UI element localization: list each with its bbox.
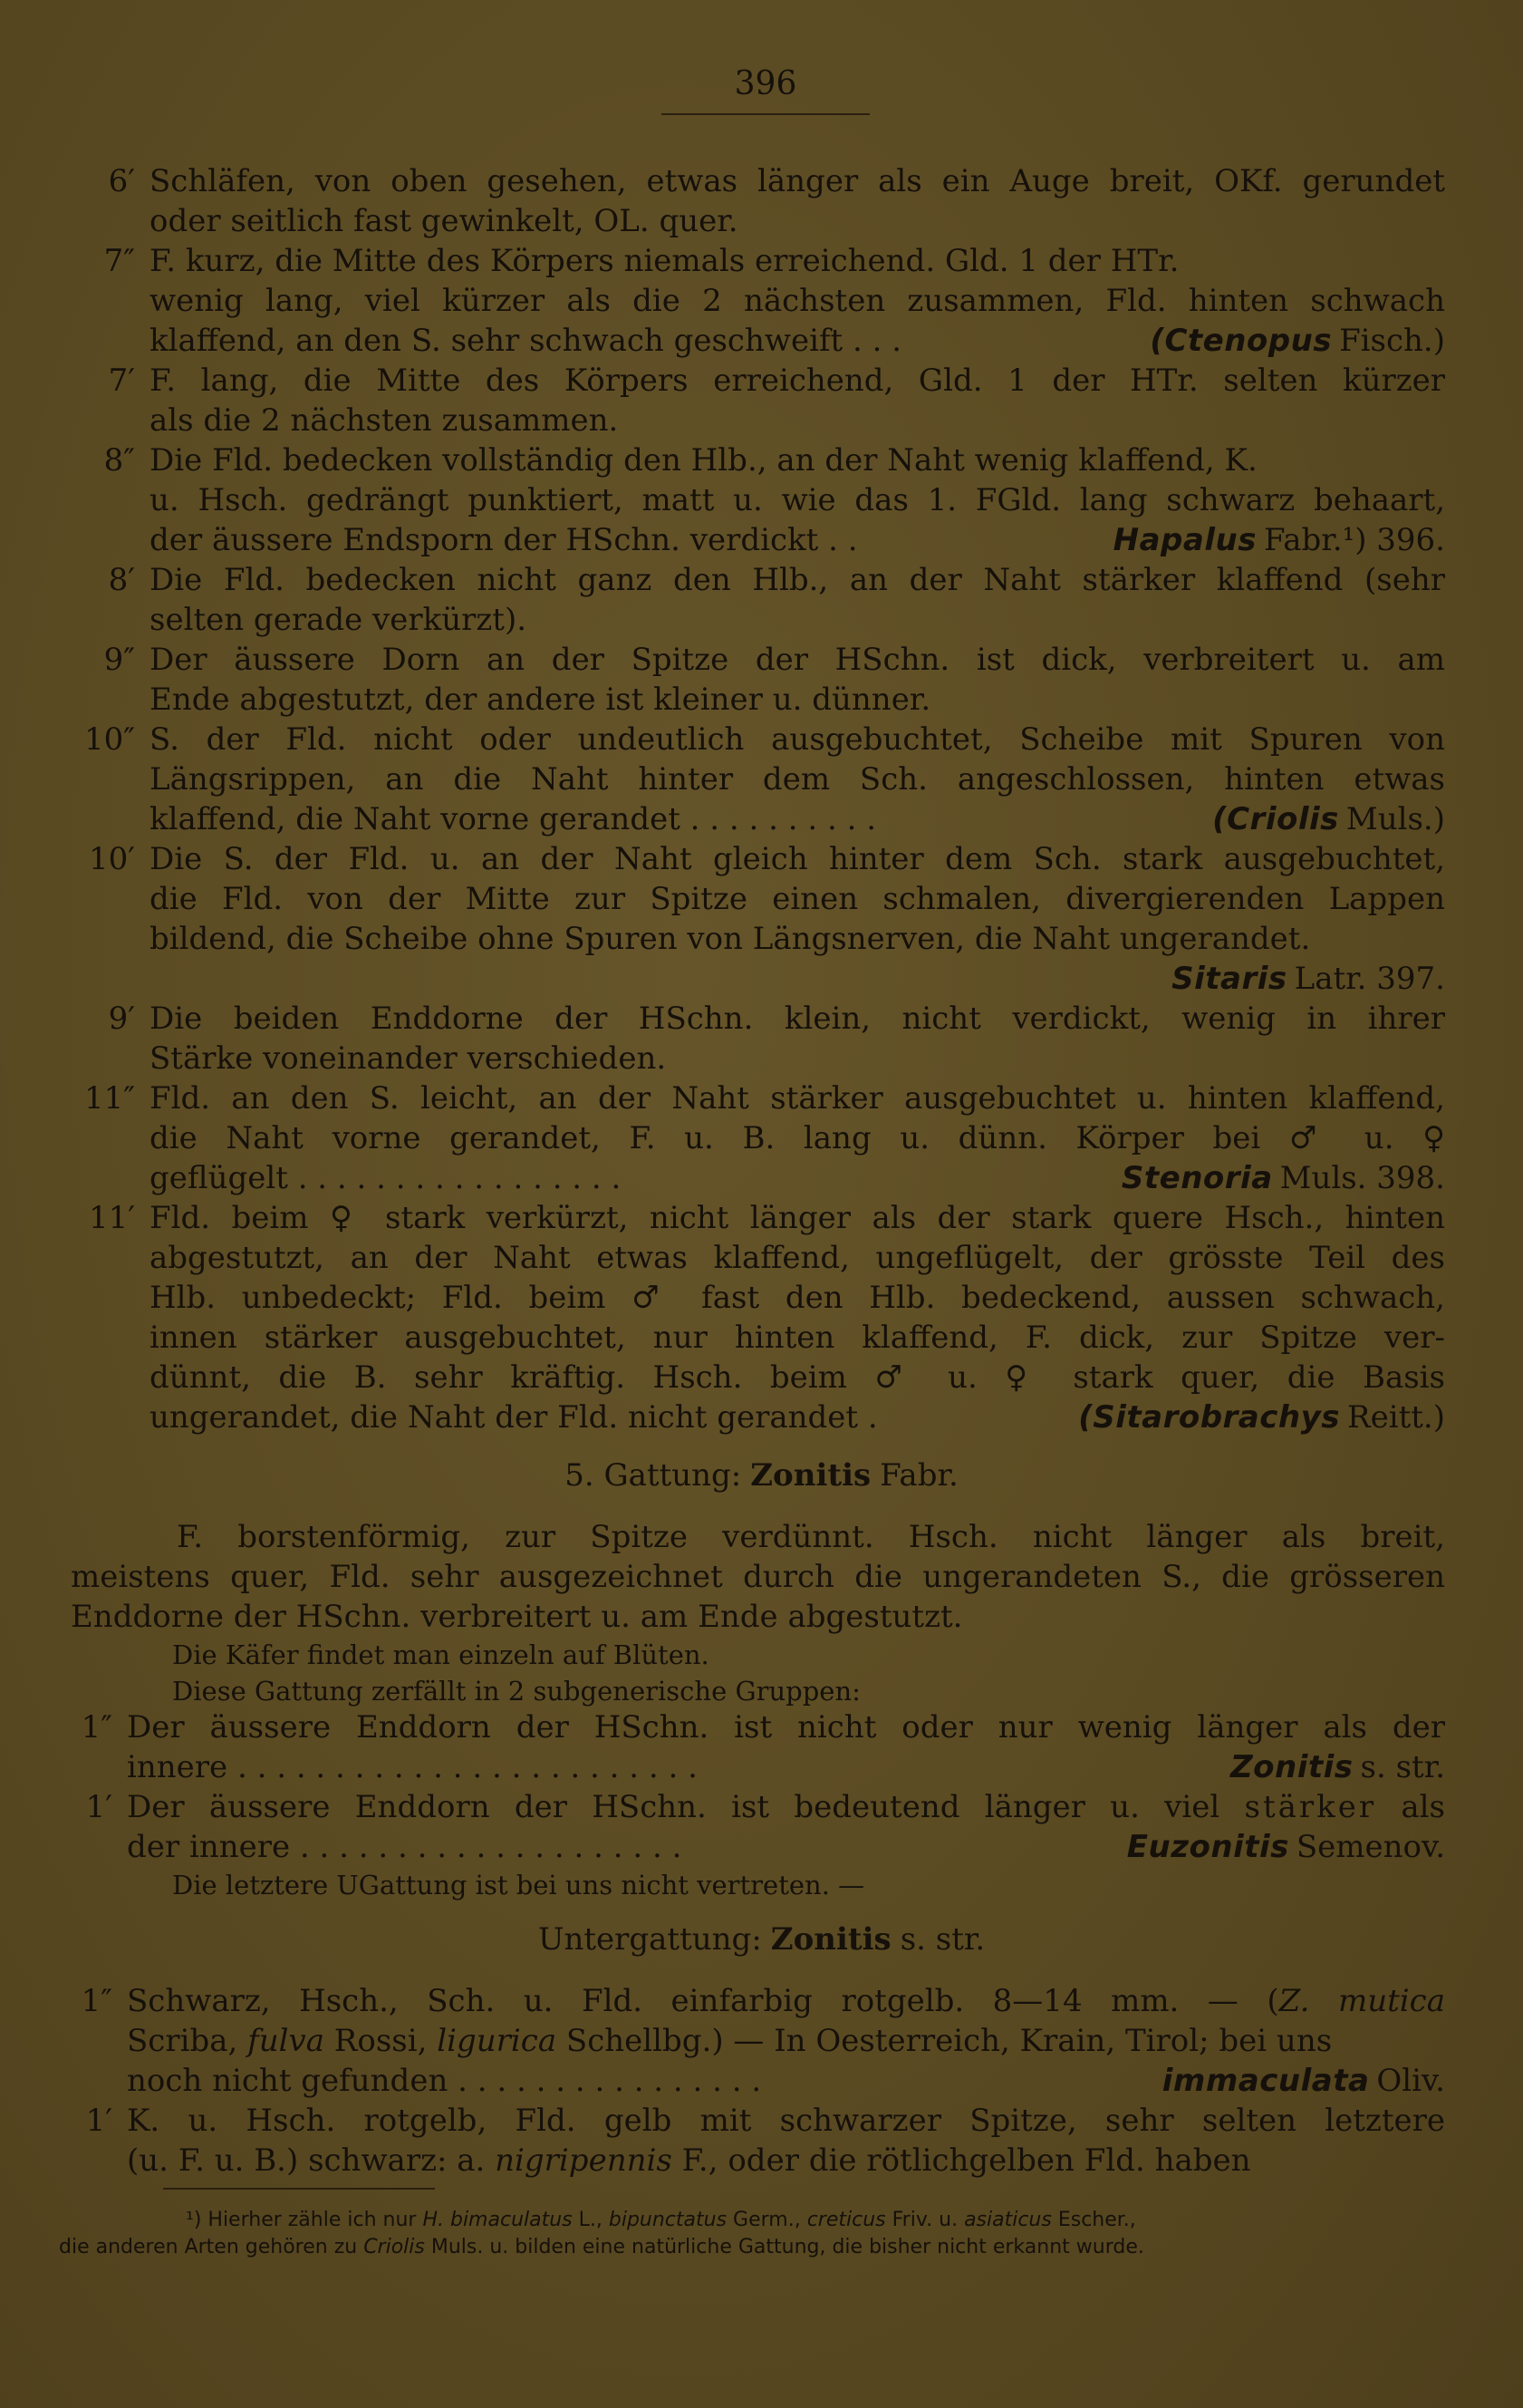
key-line — [0, 759, 1523, 799]
genus-name: Euzonitis — [1126, 1829, 1289, 1865]
heading-prefix: 5. Gattung: — [564, 1457, 742, 1494]
line-text — [149, 799, 1445, 839]
key-line — [0, 919, 1523, 959]
description-line — [0, 1517, 1523, 1557]
key-line — [0, 1278, 1523, 1318]
text-run — [149, 881, 1445, 917]
text-segment: noch nicht gefunden . . . . . . . . . . . . . . . . — [127, 2063, 762, 2099]
text-run — [149, 241, 1179, 281]
line-text — [149, 1039, 1445, 1078]
text-run — [172, 1867, 864, 1903]
key-line — [0, 241, 1523, 281]
line-text — [149, 161, 1445, 201]
text-run — [127, 2141, 1251, 2181]
text-segment: Die Fld. bedecken vollständig den Hlb., an der Naht wenig klaffend, K. — [149, 442, 1258, 479]
text-segment: Der äussere Dorn an der Spitze der HSchn. ist dick, verbreitert u. am — [149, 642, 1445, 678]
line-text — [149, 680, 1445, 720]
text-run — [127, 1789, 1445, 1825]
genus-entry — [1150, 321, 1445, 361]
heading-prefix: Untergattung: — [537, 1921, 762, 1958]
text-segment: Schellbg.) — In Oesterreich, Krain, Tirol; bei uns — [556, 2023, 1333, 2059]
line-text — [149, 241, 1445, 281]
text-segment: Der äussere Enddorn der HSchn. ist bedeutend länger u. viel — [127, 1789, 1245, 1825]
section-heading — [0, 1455, 1523, 1495]
key-couplet-number: 1′ — [85, 2103, 112, 2139]
genus-entry — [1127, 1827, 1445, 1867]
text-segment: wenig lang, viel kürzer als die 2 nächsten zusammen, Fld. hinten schwach — [149, 283, 1445, 319]
line-text — [149, 999, 1445, 1039]
genus-entry — [1162, 2061, 1445, 2101]
species-name: bipunctatus — [608, 2209, 728, 2231]
line-text — [127, 2141, 1445, 2181]
key-line — [0, 999, 1523, 1039]
genus-entry — [1122, 1158, 1445, 1198]
species-name: creticus — [806, 2209, 886, 2231]
text-segment: Scriba, — [127, 2023, 248, 2059]
footnote-line — [0, 2208, 1523, 2233]
key-line — [0, 361, 1523, 401]
line-text — [149, 1078, 1445, 1118]
text-run — [149, 201, 738, 241]
heading-genus: Zonitis — [750, 1457, 872, 1494]
line-text — [149, 720, 1445, 759]
text-run — [127, 1983, 1445, 2019]
genus-name: Stenoria — [1121, 1160, 1273, 1196]
key-couplet-number: 1″ — [81, 1983, 112, 2019]
key-line — [0, 1787, 1523, 1827]
genus-name: Sitaris — [1171, 961, 1287, 997]
text-segment: K. u. Hsch. rotgelb, Fld. gelb mit schwarzer Spitze, sehr selten letztere — [127, 2103, 1445, 2139]
genus-author: s. str. — [1360, 1749, 1445, 1785]
line-text — [127, 1707, 1445, 1747]
genus-name: (Ctenopus — [1150, 323, 1333, 359]
line-text — [149, 640, 1445, 680]
text-segment: Schläfen, von oben gesehen, etwas länger als ein Auge breit, OKf. gerundet — [149, 163, 1445, 199]
note-line — [0, 1637, 1523, 1673]
text-segment: klaffend, an den S. sehr schwach geschweift . . . — [149, 323, 902, 359]
genus-name: Zonitis — [1229, 1749, 1354, 1785]
line-text — [172, 1637, 709, 1673]
text-segment: selten gerade verkürzt). — [149, 602, 527, 638]
line-text — [149, 839, 1445, 879]
text-segment: Stärke voneinander verschieden. — [149, 1040, 667, 1077]
key-line — [0, 600, 1523, 640]
key-line — [0, 640, 1523, 680]
text-segment: Fld. beim ♀ stark verkürzt, nicht länger als der stark quere Hsch., hinten — [149, 1200, 1445, 1236]
text-segment: F. kurz, die Mitte des Körpers niemals erreichend. Gld. 1 der HTr. — [149, 243, 1180, 279]
genus-name: (Sitarobrachys — [1078, 1399, 1340, 1436]
genus-entry — [1078, 1397, 1445, 1437]
description-line — [0, 1557, 1523, 1597]
line-text — [149, 201, 1445, 241]
text-run — [149, 1120, 1445, 1156]
text-segment: klaffend, die Naht vorne gerandet . . . . . . . . . . — [149, 801, 877, 837]
key-line — [0, 321, 1523, 361]
heading-author: Fabr. — [880, 1457, 959, 1494]
line-text — [149, 1238, 1445, 1278]
text-segment: Friv. u. — [885, 2209, 965, 2231]
key-line — [0, 480, 1523, 520]
key-line — [0, 1747, 1523, 1787]
text-segment: Längsrippen, an die Naht hinter dem Sch. angeschlossen, hinten etwas — [149, 761, 1445, 798]
species-name: nigripennis — [495, 2142, 672, 2179]
key-line — [0, 2061, 1523, 2101]
text-run — [149, 1200, 1445, 1236]
text-run — [127, 2103, 1445, 2139]
text-segment: u. Hsch. gedrängt punktiert, matt u. wie das 1. FGld. lang schwarz behaart, — [149, 482, 1445, 518]
text-run — [149, 321, 901, 361]
genus-name: Hapalus — [1113, 522, 1257, 558]
text-segment: Die S. der Fld. u. an der Naht gleich hinter dem Sch. stark ausgebuchtet, — [149, 841, 1445, 877]
key-line — [0, 680, 1523, 720]
line-text — [149, 321, 1445, 361]
line-text — [149, 480, 1445, 520]
text-segment: S. der Fld. nicht oder undeutlich ausgebuchtet, Scheibe mit Spuren von — [149, 721, 1445, 758]
line-text — [127, 2021, 1445, 2061]
spaced-emphasis: stärker — [1244, 1789, 1377, 1825]
line-text — [149, 440, 1445, 480]
text-segment: oder seitlich fast gewinkelt, OL. quer. — [149, 203, 738, 239]
text-run — [149, 1397, 878, 1437]
text-run — [149, 1280, 1445, 1316]
key-couplet-number: 6′ — [108, 163, 135, 199]
text-segment: Schwarz, Hsch., Sch. u. Fld. einfarbig rotgelb. 8—14 mm. — ( — [127, 1983, 1279, 2019]
key-line — [0, 201, 1523, 241]
species-name: Criolis — [363, 2236, 425, 2258]
line-text — [149, 1358, 1445, 1397]
line-text — [127, 2061, 1445, 2101]
text-run — [127, 1747, 698, 1787]
key-line — [0, 161, 1523, 201]
text-segment: bildend, die Scheibe ohne Spuren von Längsnerven, die Naht ungerandet. — [149, 921, 1311, 957]
genus-author: Fabr.¹) 396. — [1263, 522, 1445, 558]
text-run — [127, 2061, 761, 2101]
genus-author: Reitt.) — [1347, 1399, 1445, 1436]
text-segment: Rossi, — [323, 2023, 438, 2059]
line-text — [186, 2208, 1136, 2233]
key-couplet-number: 10′ — [89, 841, 135, 877]
note-line — [0, 1867, 1523, 1903]
text-run — [149, 1240, 1445, 1276]
key-couplet-number: 1′ — [85, 1789, 112, 1825]
page-number-rule — [661, 113, 870, 115]
line-text — [59, 2235, 1144, 2260]
key-couplet-number: 7″ — [103, 243, 135, 279]
text-segment: Die Käfer findet man einzeln auf Blüten. — [172, 1639, 709, 1670]
text-run — [149, 1001, 1445, 1037]
text-run — [59, 2235, 1144, 2260]
key-line — [0, 2141, 1523, 2181]
key-line — [0, 2101, 1523, 2141]
line-text — [149, 1198, 1445, 1238]
species-name: ligurica — [437, 2023, 557, 2059]
line-text — [149, 759, 1445, 799]
note-line — [0, 1673, 1523, 1709]
key-line — [0, 1158, 1523, 1198]
genus-author: Muls.) — [1345, 801, 1445, 837]
text-segment: Escher., — [1051, 2209, 1136, 2231]
line-text — [149, 401, 1445, 440]
text-segment: Die Fld. bedecken nicht ganz den Hlb., an der Naht stärker klaffend (sehr — [149, 562, 1445, 598]
line-text — [172, 1867, 864, 1903]
key-line — [0, 281, 1523, 321]
key-line — [0, 1358, 1523, 1397]
key-line — [0, 560, 1523, 600]
key-line — [0, 1078, 1523, 1118]
text-run — [149, 680, 930, 720]
text-run — [149, 1158, 621, 1198]
key-line — [0, 799, 1523, 839]
key-line — [0, 720, 1523, 759]
text-segment: die Naht vorne gerandet, F. u. B. lang u. dünn. Körper bei ♂ u. ♀ — [149, 1120, 1445, 1156]
genus-name: (Criolis — [1212, 801, 1339, 837]
species-name: asiaticus — [964, 2209, 1052, 2231]
text-segment: als — [1376, 1789, 1445, 1825]
line-text — [149, 919, 1445, 959]
description-line — [0, 1597, 1523, 1637]
genus-entry — [1230, 1747, 1445, 1787]
line-text — [71, 1557, 1445, 1597]
text-run — [149, 440, 1258, 480]
line-text — [149, 600, 1445, 640]
key-line — [0, 1238, 1523, 1278]
line-text — [149, 281, 1445, 321]
page-number: 396 — [734, 65, 797, 102]
text-segment: (u. F. u. B.) schwarz: a. — [127, 2142, 496, 2179]
subsection-heading — [0, 1920, 1523, 1959]
text-segment: der innere . . . . . . . . . . . . . . . . . . . . — [127, 1829, 682, 1865]
text-segment: F. lang, die Mitte des Körpers erreichend, Gld. 1 der HTr. selten kürzer — [149, 363, 1445, 399]
text-segment: innere . . . . . . . . . . . . . . . . . . . . . . . . — [127, 1749, 698, 1785]
line-text — [149, 1158, 1445, 1198]
line-text — [71, 1597, 1445, 1637]
text-run — [149, 761, 1445, 798]
text-segment: Germ., — [727, 2209, 807, 2231]
key-couplet-number: 8″ — [103, 442, 135, 479]
species-name: H. bimaculatus — [422, 2209, 573, 2231]
line-text — [172, 1673, 861, 1709]
footnote-rule — [163, 2188, 435, 2190]
line-text — [127, 1827, 1445, 1867]
text-segment: der äussere Endsporn der HSchn. verdickt . . — [149, 522, 858, 558]
text-run — [149, 520, 858, 560]
genus-entry — [1212, 799, 1445, 839]
text-run — [149, 163, 1445, 199]
text-segment: dünnt, die B. sehr kräftig. Hsch. beim ♂ u. ♀ stark quer, die Basis — [149, 1359, 1445, 1396]
text-run — [149, 841, 1445, 877]
key-line — [0, 1827, 1523, 1867]
text-run — [149, 799, 876, 839]
text-run — [149, 401, 618, 440]
text-run — [172, 1673, 861, 1709]
line-text — [149, 1318, 1445, 1358]
text-run — [149, 600, 526, 640]
text-segment: F. borstenförmig, zur Spitze verdünnt. Hsch. nicht länger als breit, — [177, 1519, 1445, 1555]
key-couplet-number: 8′ — [108, 562, 135, 598]
line-text — [127, 1747, 1445, 1787]
key-line — [0, 1397, 1523, 1437]
key-line — [0, 1707, 1523, 1747]
key-couplet-number: 11′ — [89, 1200, 135, 1236]
text-segment: Ende abgestutzt, der andere ist kleiner u. dünner. — [149, 682, 931, 718]
line-text — [149, 560, 1445, 600]
text-run — [149, 1320, 1445, 1356]
genus-author: Oliv. — [1376, 2063, 1445, 2099]
line-text — [149, 1118, 1445, 1158]
line-text — [149, 520, 1445, 560]
text-run — [149, 919, 1310, 959]
text-segment: innen stärker ausgebuchtet, nur hinten klaffend, F. dick, zur Spitze ver- — [149, 1320, 1445, 1356]
species-name: Z. mutica — [1278, 1983, 1445, 2019]
line-text — [149, 879, 1445, 919]
genus-author: Latr. 397. — [1294, 961, 1445, 997]
line-text — [127, 1981, 1445, 2021]
text-segment: Die beiden Enddorne der HSchn. klein, nicht verdickt, wenig in ihrer — [149, 1001, 1445, 1037]
text-segment: Der äussere Enddorn der HSchn. ist nicht oder nur wenig länger als der — [127, 1709, 1445, 1746]
key-line — [0, 401, 1523, 440]
key-line — [0, 520, 1523, 560]
text-run — [71, 1597, 962, 1637]
text-segment: Diese Gattung zerfällt in 2 subgenerische Gruppen: — [172, 1676, 861, 1707]
text-run — [71, 1559, 1445, 1595]
heading-genus: Zonitis — [770, 1921, 892, 1958]
text-segment: Enddorne der HSchn. verbreitert u. am Ende abgestutzt. — [71, 1599, 963, 1635]
text-run — [127, 1709, 1445, 1746]
text-run — [127, 2021, 1332, 2061]
genus-author: Muls. 398. — [1279, 1160, 1445, 1196]
text-segment: die Fld. von der Mitte zur Spitze einen schmalen, divergierenden Lappen — [149, 881, 1445, 917]
text-run — [149, 482, 1445, 518]
key-line — [0, 1981, 1523, 2021]
text-run — [149, 562, 1445, 598]
key-couplet-number: 7′ — [108, 363, 135, 399]
text-segment: Hlb. unbedeckt; Fld. beim ♂ fast den Hlb. bedeckend, aussen schwach, — [149, 1280, 1445, 1316]
text-run — [149, 1039, 666, 1078]
species-name: fulva — [247, 2023, 324, 2059]
text-run — [149, 1080, 1445, 1117]
text-run — [127, 1827, 681, 1867]
key-line — [0, 1198, 1523, 1238]
line-text — [149, 1397, 1445, 1437]
heading-author: s. str. — [900, 1921, 986, 1958]
text-segment: Muls. u. bilden eine natürliche Gattung, die bisher nicht erkannt wurde. — [424, 2236, 1144, 2258]
key-line — [0, 440, 1523, 480]
text-run — [149, 642, 1445, 678]
line-text — [177, 1517, 1445, 1557]
line-text — [127, 1787, 1445, 1827]
genus-name: immaculata — [1162, 2063, 1370, 2099]
key-line — [0, 1118, 1523, 1158]
text-segment: abgestutzt, an der Naht etwas klaffend, ungeflügelt, der grösste Teil des — [149, 1240, 1445, 1276]
text-segment: L., — [572, 2209, 609, 2231]
line-text — [127, 2101, 1445, 2141]
text-segment: ¹) Hierher zähle ich nur — [186, 2209, 423, 2231]
genus-author: Fisch.) — [1339, 323, 1445, 359]
key-couplet-number: 9′ — [108, 1001, 135, 1037]
text-run — [186, 2208, 1136, 2233]
key-line — [0, 2021, 1523, 2061]
line-text — [149, 1278, 1445, 1318]
footnote-line — [0, 2235, 1523, 2260]
key-couplet-number: 10″ — [84, 721, 135, 758]
genus-entry — [1171, 959, 1445, 999]
text-segment: als die 2 nächsten zusammen. — [149, 402, 619, 439]
key-line — [0, 879, 1523, 919]
genus-author: Semenov. — [1296, 1829, 1445, 1865]
line-text — [149, 361, 1445, 401]
key-couplet-number: 11″ — [84, 1080, 135, 1117]
key-line — [0, 1039, 1523, 1078]
text-run — [149, 283, 1445, 319]
key-line — [0, 1318, 1523, 1358]
text-segment: die anderen Arten gehören zu — [59, 2236, 364, 2258]
key-couplet-number: 1″ — [81, 1709, 112, 1746]
text-segment: meistens quer, Fld. sehr ausgezeichnet durch die ungerandeten S., die grösseren — [71, 1559, 1445, 1595]
genus-entry — [1113, 520, 1445, 560]
text-run — [149, 1359, 1445, 1396]
text-run — [149, 363, 1445, 399]
text-segment: Fld. an den S. leicht, an der Naht stärker ausgebuchtet u. hinten klaffend, — [149, 1080, 1445, 1117]
text-run — [177, 1519, 1445, 1555]
text-segment: F., oder die rötlichgelben Fld. haben — [671, 2142, 1251, 2179]
key-line — [0, 839, 1523, 879]
line-text — [149, 959, 1445, 999]
text-segment: Die letztere UGattung ist bei uns nicht vertreten. — — [172, 1870, 865, 1900]
text-run — [172, 1637, 709, 1673]
text-segment: ungerandet, die Naht der Fld. nicht gerandet . — [149, 1399, 878, 1436]
key-couplet-number: 9″ — [103, 642, 135, 678]
key-line — [0, 959, 1523, 999]
text-run — [149, 721, 1445, 758]
text-segment: geflügelt . . . . . . . . . . . . . . . . . — [149, 1160, 622, 1196]
